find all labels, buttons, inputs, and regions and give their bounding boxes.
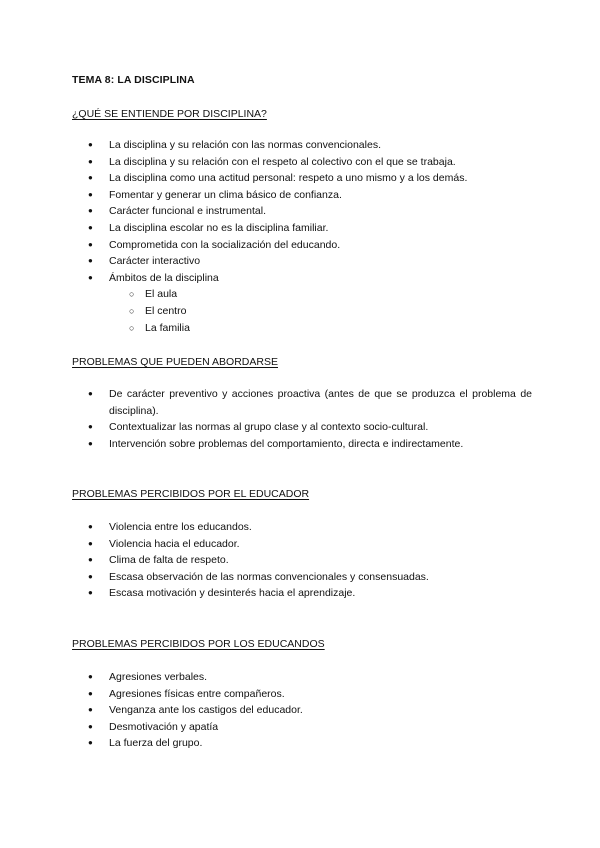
- list-item: ● Violencia hacia el educador.: [72, 536, 532, 553]
- list-item: ● La disciplina y su relación con el respeto al colectivo con el que se trabaja.: [72, 154, 532, 171]
- list-item: ● Agresiones físicas entre compañeros.: [72, 686, 532, 703]
- list-item: ● Venganza ante los castigos del educador.: [72, 702, 532, 719]
- sublist-item: ○ El aula: [109, 286, 532, 303]
- list-item: ● Violencia entre los educandos.: [72, 519, 532, 536]
- list-item: ● Carácter interactivo: [72, 253, 532, 270]
- list-item: ● La disciplina y su relación con las normas convencionales.: [72, 137, 532, 154]
- list-item: ● La disciplina escolar no es la disciplina familiar.: [72, 220, 532, 237]
- definition-list: [72, 137, 532, 336]
- list-item: ● Desmotivación y apatía: [72, 719, 532, 736]
- list-item: ● Carácter funcional e instrumental.: [72, 203, 532, 220]
- section-heading-students: PROBLEMAS PERCIBIDOS POR LOS EDUCANDOS: [72, 638, 325, 650]
- list-item: ● De carácter preventivo y acciones proactiva (antes de que se produzca el problema de disciplina).: [72, 386, 532, 419]
- section-heading-educator: PROBLEMAS PERCIBIDOS POR EL EDUCADOR: [72, 488, 310, 500]
- list-item: ● Contextualizar las normas al grupo clase y al contexto socio-cultural.: [72, 419, 532, 436]
- document-title: TEMA 8: LA DISCIPLINA: [72, 74, 195, 86]
- student-problems-list: [72, 669, 532, 752]
- sublist-item: ○ La familia: [109, 320, 532, 337]
- list-item-label: Ámbitos de la disciplina: [109, 271, 219, 284]
- list-item: ● La fuerza del grupo.: [72, 735, 532, 752]
- list-item: ● Escasa observación de las normas convencionales y consensuadas.: [72, 569, 532, 586]
- section-heading-problems: PROBLEMAS QUE PUEDEN ABORDARSE: [72, 356, 278, 368]
- list-item-ambitos: [72, 270, 532, 336]
- list-item: ● Intervención sobre problemas del comportamiento, directa e indirectamente.: [72, 436, 532, 453]
- list-item: ● La disciplina como una actitud personal: respeto a uno mismo y a los demás.: [72, 170, 532, 187]
- list-item: ● Clima de falta de respeto.: [72, 552, 532, 569]
- sublist-item: ○ El centro: [109, 303, 532, 320]
- list-item: ● Fomentar y generar un clima básico de confianza.: [72, 187, 532, 204]
- educator-problems-list: [72, 519, 532, 602]
- problems-list: [72, 386, 532, 452]
- list-item: ● Agresiones verbales.: [72, 669, 532, 686]
- list-item: ● Escasa motivación y desinterés hacia el aprendizaje.: [72, 585, 532, 602]
- ambitos-sublist: [109, 286, 532, 336]
- section-heading-definition: ¿QUÉ SE ENTIENDE POR DISCIPLINA?: [72, 108, 267, 120]
- list-item: ● Comprometida con la socialización del educando.: [72, 237, 532, 254]
